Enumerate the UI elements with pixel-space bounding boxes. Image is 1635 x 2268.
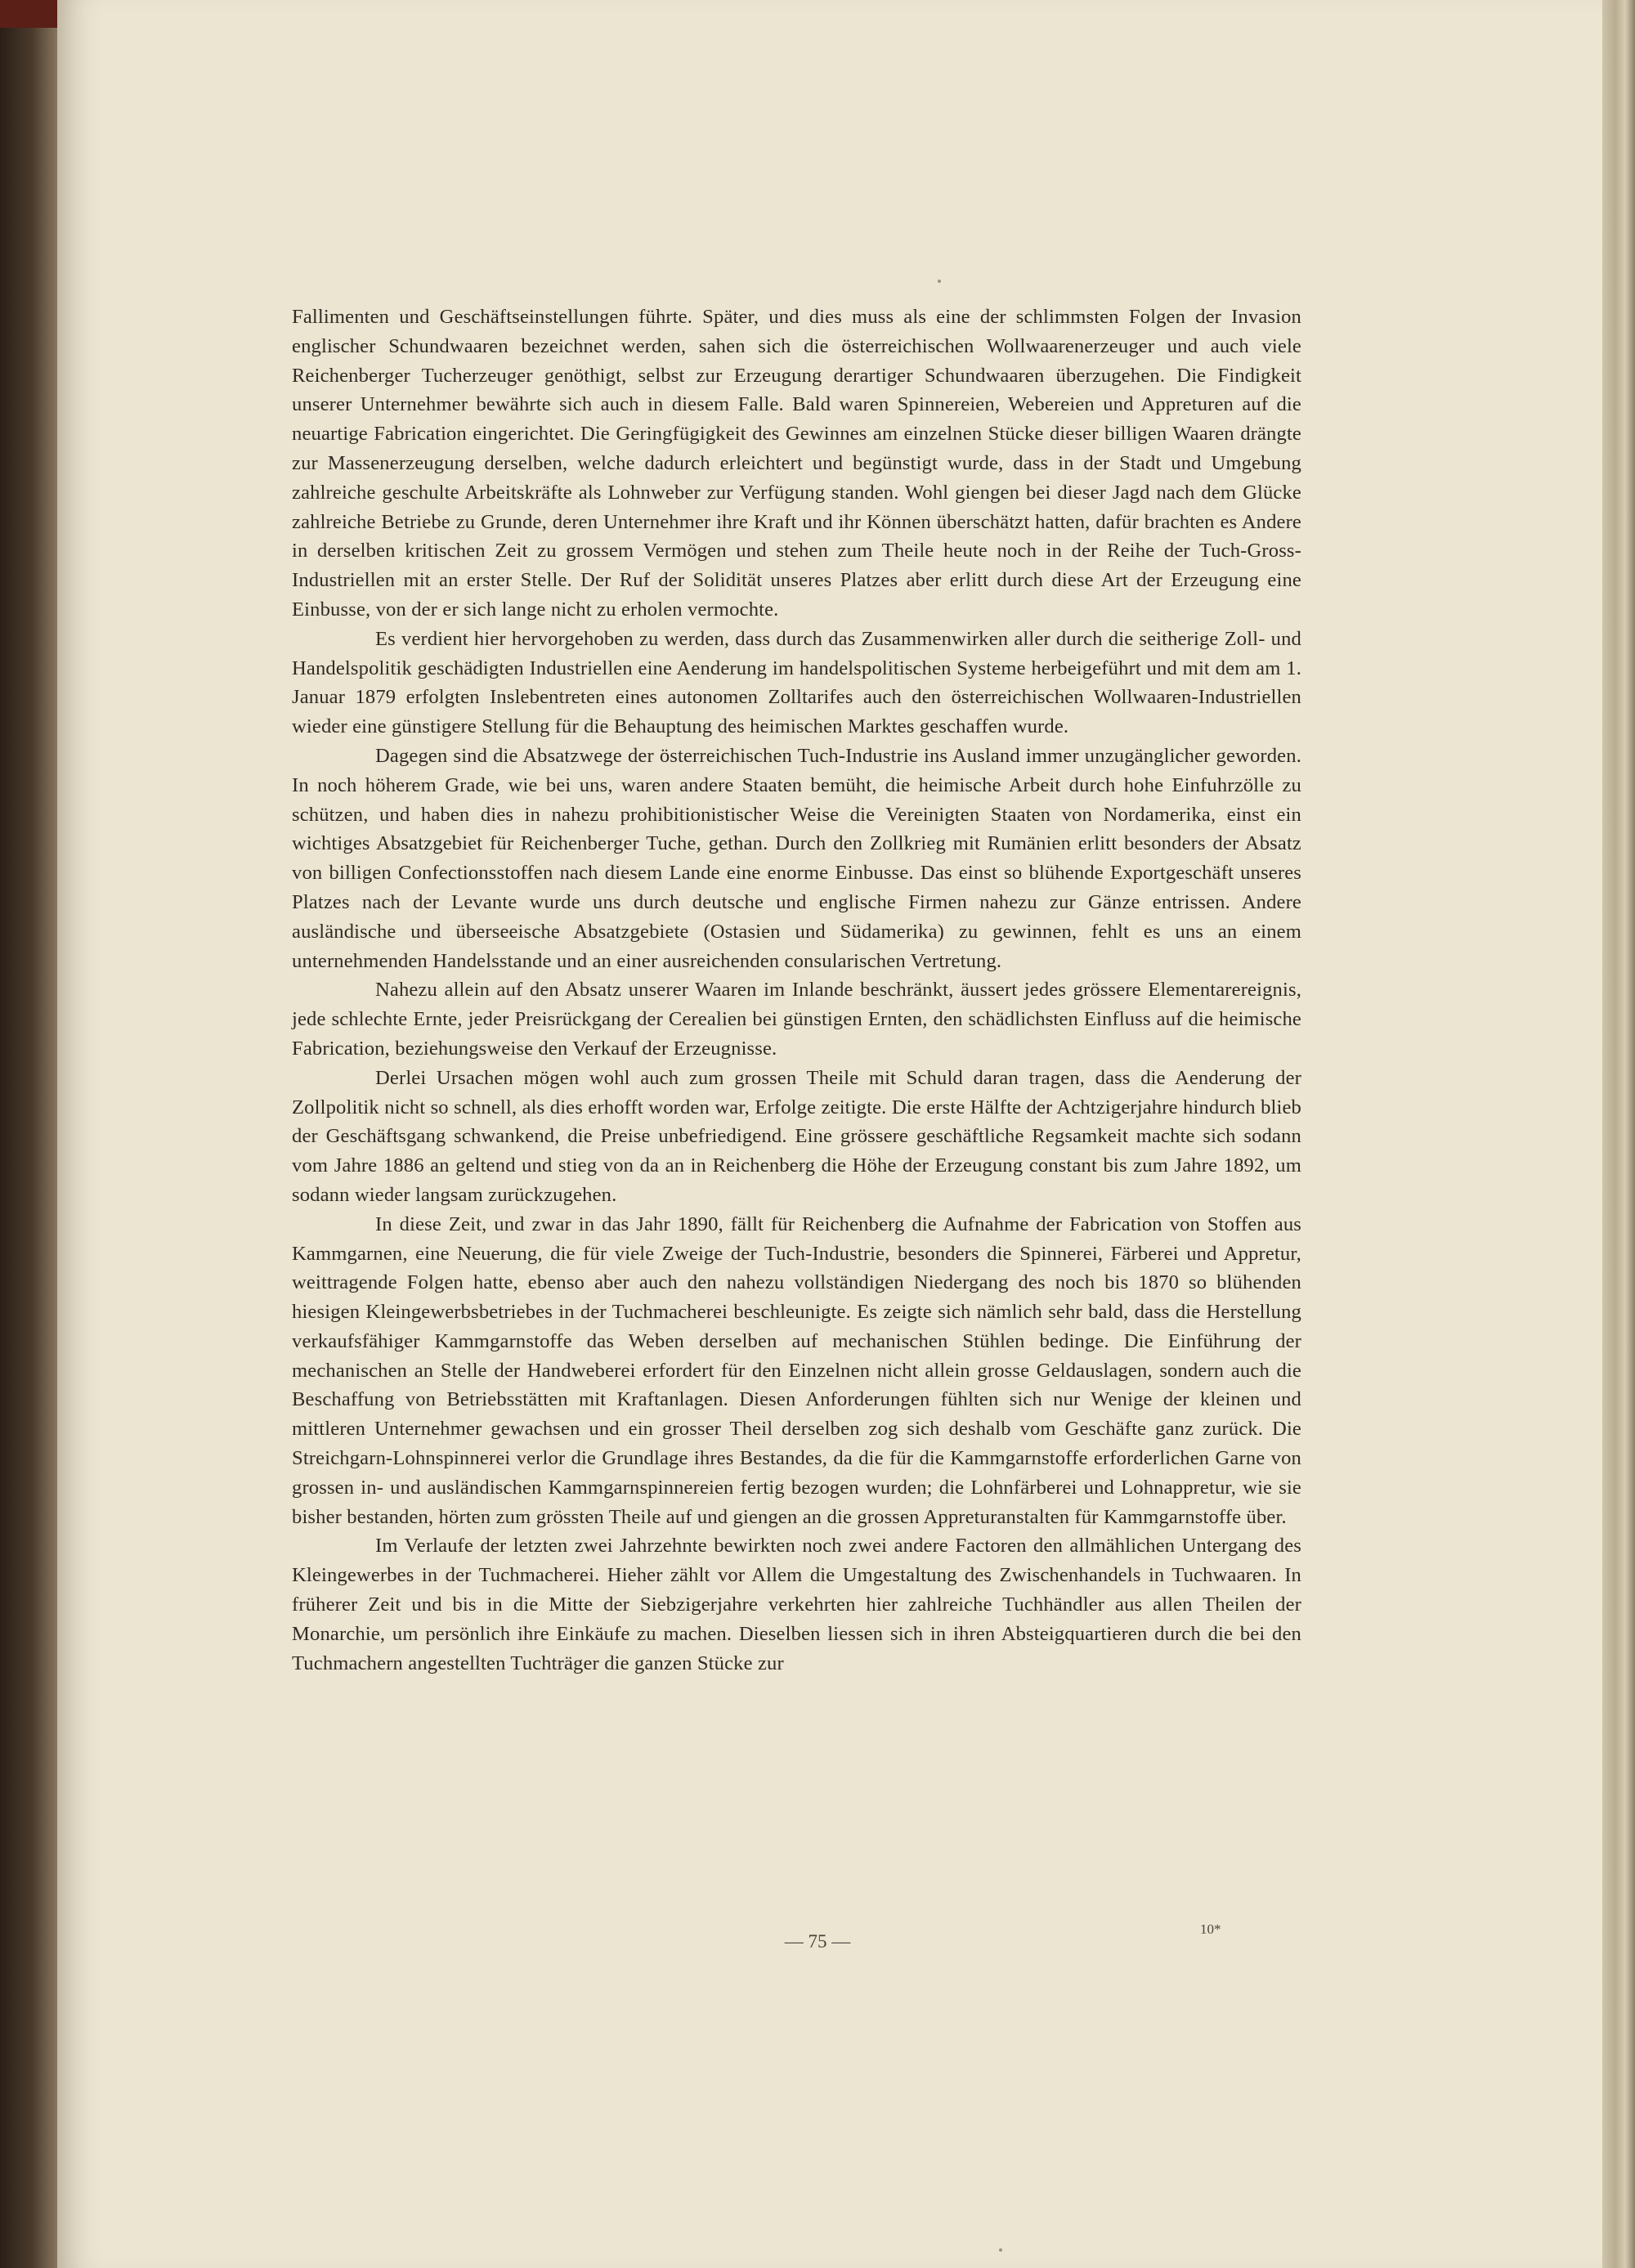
- paragraph-1: Fallimenten und Geschäftseinstellungen führte. Später, und dies muss als eine der schlimmsten Folgen der Invasion englischer Schundwaaren bezeichnet werden, sahen sich die österreichischen Wollwaarenerzeuger und auch viele Reichenberger Tucherzeuger genöthigt, selbst zur Erzeugung derartiger Schundwaaren überzugehen. Die Findigkeit unserer Unternehmer bewährte sich auch in diesem Falle. Bald waren Spinnereien, Webereien und Appreturen auf die neuartige Fabrication eingerichtet. Die Geringfügigkeit des Gewinnes am einzelnen Stücke dieser billigen Waaren drängte zur Massenerzeugung derselben, welche dadurch erleichtert und begünstigt wurde, dass in der Stadt und Umgebung zahlreiche geschulte Arbeitskräfte als Lohnweber zur Verfügung standen. Wohl giengen bei dieser Jagd nach dem Glücke zahlreiche Betriebe zu Grunde, deren Unternehmer ihre Kraft und ihr Können überschätzt hatten, dafür brachten es Andere in derselben kritischen Zeit zu grossem Vermögen und stehen zum Theile heute noch in der Reihe der Tuch-Gross-Industriellen mit an erster Stelle. Der Ruf der Solidität unseres Platzes aber erlitt durch diese Art der Erzeugung eine Einbusse, von der er sich lange nicht zu erholen vermochte.: [292, 306, 1301, 621]
- book-spine: [0, 0, 59, 2268]
- paragraph-6: In diese Zeit, und zwar in das Jahr 1890, fällt für Reichenberg die Aufnahme der Fabrication von Stoffen aus Kammgarnen, eine Neuerung, die für viele Zweige der Tuch-Industrie, besonders die Spinnerei, Färberei und Appretur, weittragende Folgen hatte, ebenso aber auch den nahezu vollständigen Niedergang des noch bis 1870 so blühenden hiesigen Kleingewerbsbetriebes in der Tuchmacherei beschleunigte. Es zeigte sich nämlich sehr bald, dass die Herstellung verkaufsfähiger Kammgarnstoffe das Weben derselben auf mechanischen Stühlen bedinge. Die Einführung der mechanischen an Stelle der Handweberei erfordert für den Einzelnen nicht allein grosse Geldauslagen, sondern auch die Beschaffung von Betriebsstätten mit Kraftanlagen. Diesen Anforderungen fühlten sich nur Wenige der kleinen und mittleren Unternehmer gewachsen und ein grosser Theil derselben zog sich deshalb vom Geschäfte ganz zurück. Die Streichgarn-Lohnspinnerei verlor die Grundlage ihres Bestandes, da die für die Kammgarnstoffe erforderlichen Garne von grossen in- und ausländischen Kammgarnspinnereien fertig bezogen wurden; die Lohnfärberei und Lohnappretur, wie sie bisher bestanden, hörten zum grössten Theile auf und giengen an die grossen Appreturanstalten für Kammgarnstoffe über.: [292, 1212, 1301, 1528]
- paragraph-5: Derlei Ursachen mögen wohl auch zum grossen Theile mit Schuld daran tragen, dass die Aenderung der Zollpolitik nicht so schnell, als dies erhofft worden war, Erfolge zeitigte. Die erste Hälfte der Achtzigerjahre hindurch blieb der Geschäftsgang schwankend, die Preise unbefriedigend. Eine grössere geschäftliche Regsamkeit machte sich sodann vom Jahre 1886 an geltend und stieg von da an in Reichenberg die Höhe der Erzeugung constant bis zum Jahre 1892, um sodann wieder langsam zurückzugehen.: [292, 1066, 1301, 1206]
- paragraph-7: Im Verlaufe der letzten zwei Jahrzehnte bewirkten noch zwei andere Factoren den allmählichen Untergang des Kleingewerbes in der Tuchmacherei. Hieher zählt vor Allem die Umgestaltung des Zwischenhandels in Tuchwaaren. In früherer Zeit und bis in die Mitte der Siebzigerjahre verkehrten hier zahlreiche Tuchhändler aus allen Theilen der Monarchie, um persönlich ihre Einkäufe zu machen. Dieselben liessen sich in ihren Absteigquartieren durch die bei den Tuchmachern angestellten Tuchträger die ganzen Stücke zur: [292, 1535, 1301, 1674]
- paragraph-4: Nahezu allein auf den Absatz unserer Waaren im Inlande beschränkt, äussert jedes grössere Elementarereignis, jede schlechte Ernte, jeder Preisrückgang der Cerealien bei günstigen Ernten, den schädlichsten Einfluss auf die heimische Fabrication, beziehungsweise den Verkauf der Erzeugnisse.: [292, 979, 1301, 1060]
- paragraph-2: Es verdient hier hervorgehoben zu werden, dass durch das Zusammenwirken aller durch die seitherige Zoll- und Handelspolitik geschädigten Industriellen eine Aenderung im handelspolitischen Systeme herbeigeführt und mit dem am 1. Januar 1879 erfolgten Inslebentreten eines autonomen Zolltarifes auch den österreichischen Wollwaaren-Industriellen wieder eine günstigere Stellung für die Behauptung des heimischen Marktes geschaffen wurde.: [292, 627, 1301, 738]
- paper-speck: [999, 2248, 1002, 2252]
- signature-mark: 10*: [1200, 1921, 1221, 1937]
- paragraph-3: Dagegen sind die Absatzwege der österreichischen Tuch-Industrie ins Ausland immer unzugänglicher geworden. In noch höherem Grade, wie bei uns, waren andere Staaten bemüht, die heimische Arbeit durch hohe Einfuhrzölle zu schützen, und haben dies in nahezu prohibitionistischer Weise die Vereinigten Staaten von Nordamerika, einst ein wichtiges Absatzgebiet für Reichenberger Tuche, gethan. Durch den Zollkrieg mit Rumänien erlitt besonders der Absatz von billigen Confectionsstoffen nach diesem Lande eine enorme Einbusse. Das einst so blühende Exportgeschäft unseres Platzes nach der Levante wurde uns durch deutsche und englische Firmen nahezu zur Gänze entrissen. Andere ausländische und überseeische Absatzgebiete (Ostasien und Südamerika) zu gewinnen, fehlt es uns an einem unternehmenden Handelsstande und an einer ausreichenden consularischen Vertretung.: [292, 744, 1301, 972]
- page-stack-edge: [1602, 0, 1635, 2268]
- page-number: — 75 —: [784, 1931, 851, 1952]
- paper-speck: [938, 280, 941, 283]
- body-text: [292, 303, 1301, 1678]
- spine-binding-band: [0, 0, 57, 28]
